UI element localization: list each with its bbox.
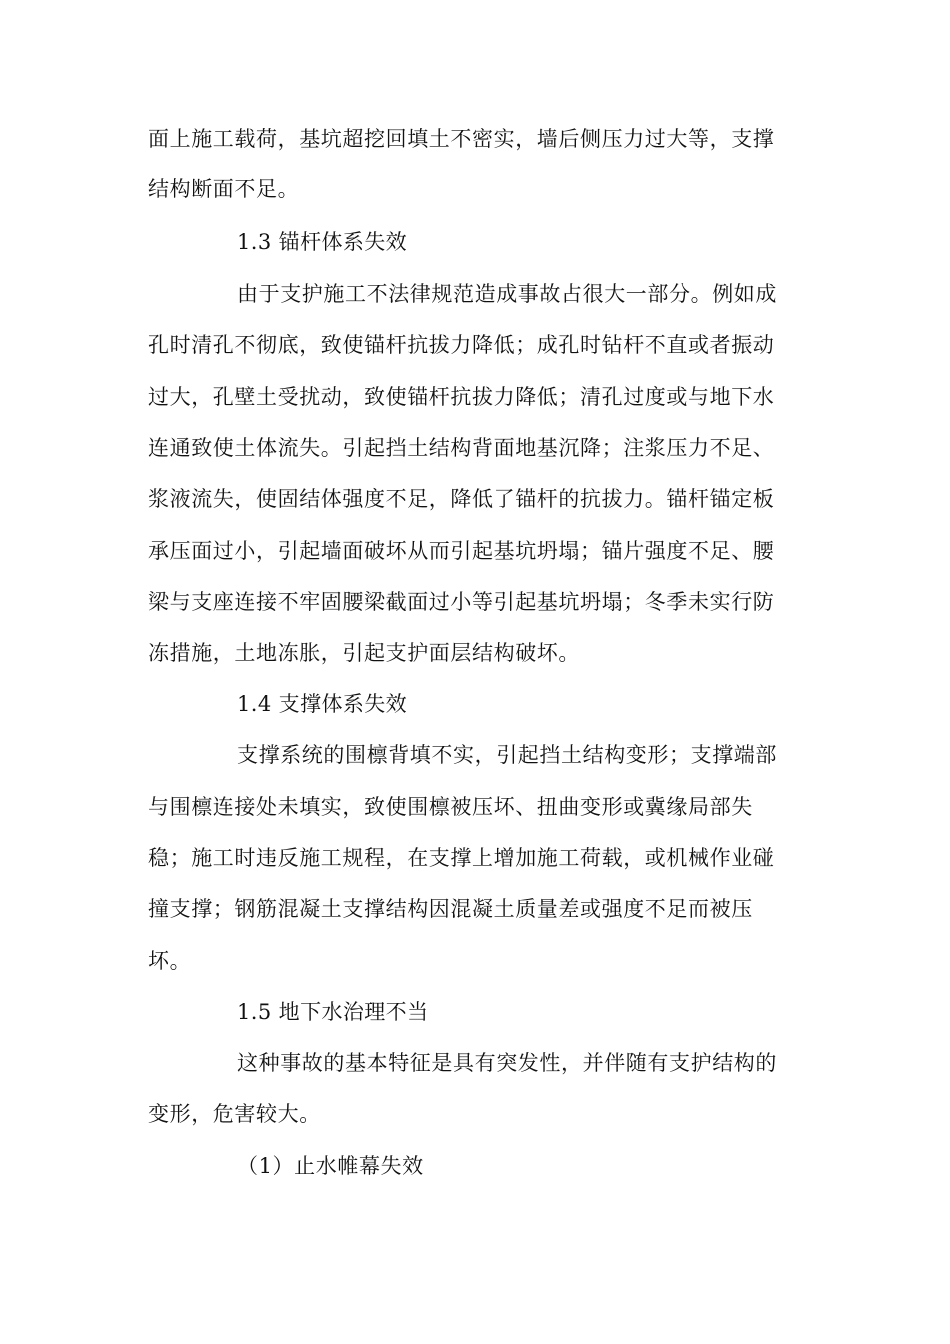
paragraph-line: 梁与支座连接不牢固腰梁截面过小等引起基坑坍塌；冬季未实行防 xyxy=(148,590,775,614)
paragraph-line: 与围檩连接处未填实，致使围檩被压坏、扭曲变形或冀缘局部失 xyxy=(148,795,753,819)
paragraph-line: 浆液流失，使固结体强度不足，降低了锚杆的抗拔力。锚杆锚定板 xyxy=(148,487,775,511)
paragraph-line: 承压面过小，引起墙面破坏从而引起基坑坍塌；锚片强度不足、腰 xyxy=(148,539,775,563)
section-heading-1-5: 1.5 地下水治理不当 xyxy=(237,1000,429,1024)
paragraph-line: 过大，孔壁土受扰动，致使锚杆抗拔力降低；清孔过度或与地下水 xyxy=(148,385,775,409)
paragraph-line: 面上施工载荷，基坑超挖回填土不密实，墙后侧压力过大等，支撑 xyxy=(148,127,775,151)
subsection-heading-1: （1）止水帷幕失效 xyxy=(237,1154,424,1178)
paragraph-line: 孔时清孔不彻底，致使锚杆抗拔力降低；成孔时钻杆不直或者振动 xyxy=(148,333,775,357)
paragraph-line: 由于支护施工不法律规范造成事故占很大一部分。例如成 xyxy=(237,282,777,306)
paragraph-line: 稳；施工时违反施工规程，在支撑上增加施工荷载，或机械作业碰 xyxy=(148,846,775,870)
paragraph-line: 变形，危害较大。 xyxy=(148,1102,321,1126)
paragraph-line: 这种事故的基本特征是具有突发性，并伴随有支护结构的 xyxy=(237,1051,777,1075)
paragraph-line: 撞支撑；钢筋混凝土支撑结构因混凝土质量差或强度不足而被压 xyxy=(148,897,753,921)
paragraph-line: 结构断面不足。 xyxy=(148,177,300,201)
paragraph-line: 冻措施，土地冻胀，引起支护面层结构破坏。 xyxy=(148,641,580,665)
paragraph-line: 支撑系统的围檩背填不实，引起挡土结构变形；支撑端部 xyxy=(237,743,777,767)
paragraph-line: 连通致使土体流失。引起挡土结构背面地基沉降；注浆压力不足、 xyxy=(148,436,775,460)
paragraph-line: 坏。 xyxy=(148,949,192,973)
section-heading-1-4: 1.4 支撑体系失效 xyxy=(237,692,408,716)
section-heading-1-3: 1.3 锚杆体系失效 xyxy=(237,230,408,254)
